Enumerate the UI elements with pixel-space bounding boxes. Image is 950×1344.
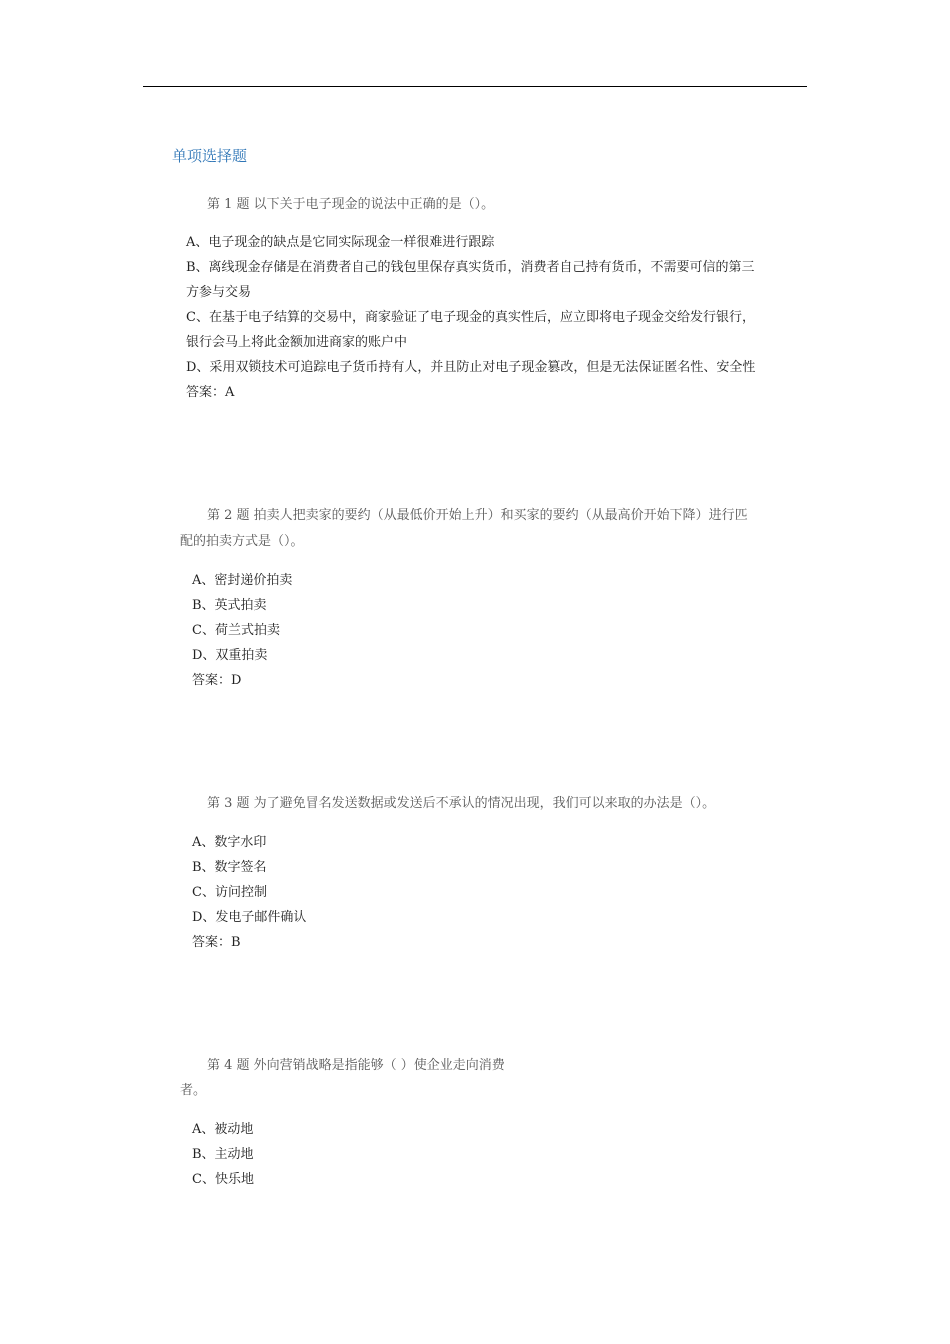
question-2-stem-cont: 配的拍卖方式是（）。 — [180, 534, 304, 549]
question-3-option-a: A、数字水印 — [192, 835, 267, 850]
question-1-option-b: B、离线现金存储是在消费者自己的钱包里保存真实货币，消费者自己持有货币，不需要可信的第三 — [186, 260, 755, 275]
question-4-stem-cont: 者。 — [180, 1083, 207, 1098]
question-2-option-b: B、英式拍卖 — [192, 598, 267, 613]
question-4-option-a: A、被动地 — [192, 1122, 254, 1137]
question-1-stem: 第 1 题 以下关于电子现金的说法中正确的是（）。 — [207, 197, 495, 212]
question-1-option-c: C、在基于电子结算的交易中，商家验证了电子现金的真实性后，应立即将电子现金交给发行银行， — [186, 310, 755, 325]
question-4-option-c: C、快乐地 — [192, 1172, 254, 1187]
question-2-option-c: C、荷兰式拍卖 — [192, 623, 280, 638]
question-1-option-d: D、采用双锁技术可追踪电子货币持有人，并且防止对电子现金篡改，但是无法保证匿名性、安全性 — [186, 360, 756, 375]
question-2-answer: 答案：D — [192, 673, 242, 688]
section-title: 单项选择题 — [172, 147, 248, 165]
question-3-option-c: C、访问控制 — [192, 885, 267, 900]
question-2-option-a: A、密封递价拍卖 — [192, 573, 293, 588]
question-1-answer: 答案：A — [186, 385, 235, 400]
question-3-stem: 第 3 题 为了避免冒名发送数据或发送后不承认的情况出现，我们可以来取的办法是（）。 — [207, 796, 716, 811]
question-2-option-d: D、双重拍卖 — [192, 648, 268, 663]
question-1-option-b-cont: 方参与交易 — [186, 285, 252, 300]
question-3-option-d: D、发电子邮件确认 — [192, 910, 307, 925]
question-2-stem: 第 2 题 拍卖人把卖家的要约（从最低价开始上升）和买家的要约（从最高价开始下降）进行匹 — [207, 508, 748, 523]
question-4-stem: 第 4 题 外向营销战略是指能够（ ）使企业走向消费 — [207, 1058, 505, 1073]
header-rule — [143, 86, 807, 87]
question-1-option-a: A、电子现金的缺点是它同实际现金一样很难进行跟踪 — [186, 235, 495, 250]
question-3-option-b: B、数字签名 — [192, 860, 267, 875]
question-1-option-c-cont: 银行会马上将此金额加进商家的账户中 — [186, 335, 408, 350]
question-4-option-b: B、主动地 — [192, 1147, 254, 1162]
question-3-answer: 答案：B — [192, 935, 241, 950]
